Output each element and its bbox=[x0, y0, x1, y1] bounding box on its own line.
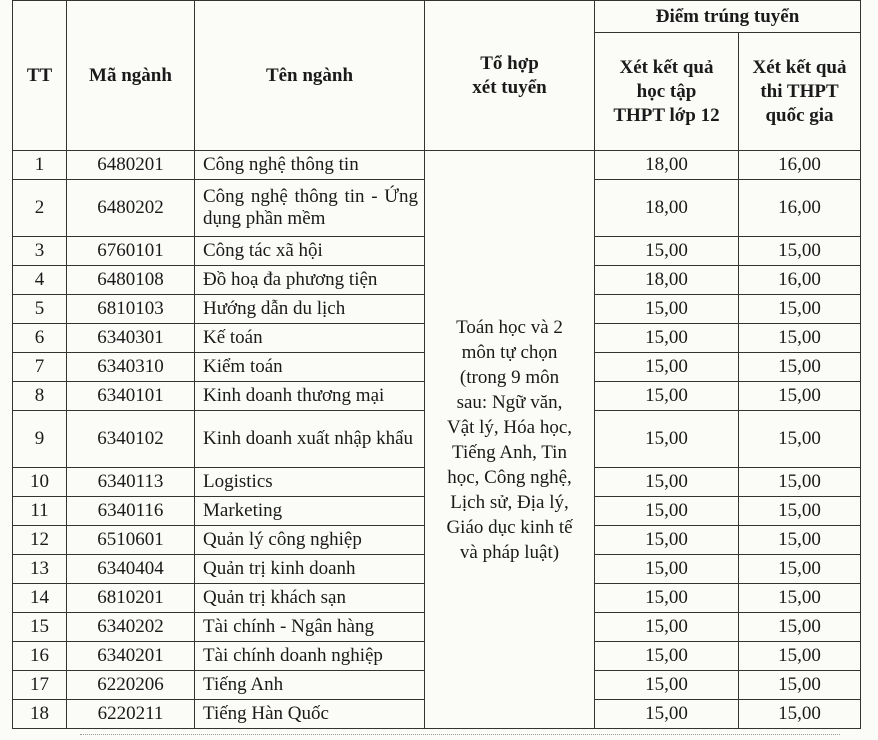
header-diem-trung-tuyen: Điểm trúng tuyển bbox=[595, 1, 861, 33]
row-score-hoc-tap: 15,00 bbox=[595, 411, 739, 468]
row-tt: 2 bbox=[13, 180, 67, 237]
cropped-text-line bbox=[80, 734, 840, 737]
header-to-hop-line-1: Tổ hợp bbox=[480, 52, 539, 74]
row-tt: 15 bbox=[13, 613, 67, 642]
row-code: 6340201 bbox=[67, 642, 195, 671]
row-code: 6480201 bbox=[67, 151, 195, 180]
row-code: 6340301 bbox=[67, 324, 195, 353]
row-tt: 7 bbox=[13, 353, 67, 382]
row-tt: 14 bbox=[13, 584, 67, 613]
row-score-thi: 15,00 bbox=[739, 295, 861, 324]
row-score-hoc-tap: 15,00 bbox=[595, 382, 739, 411]
row-score-hoc-tap: 15,00 bbox=[595, 468, 739, 497]
header-hoc-tap-line-2: học tập bbox=[636, 80, 697, 102]
row-code: 6810103 bbox=[67, 295, 195, 324]
row-name: Đồ hoạ đa phương tiện bbox=[195, 266, 425, 295]
row-code: 6340404 bbox=[67, 555, 195, 584]
row-name: Tài chính - Ngân hàng bbox=[195, 613, 425, 642]
row-tt: 18 bbox=[13, 700, 67, 729]
combination-line: Giáo dục kinh tế bbox=[446, 516, 573, 538]
row-score-thi: 15,00 bbox=[739, 411, 861, 468]
row-tt: 16 bbox=[13, 642, 67, 671]
row-name: Kiểm toán bbox=[195, 353, 425, 382]
row-score-hoc-tap: 15,00 bbox=[595, 526, 739, 555]
row-name: Hướng dẫn du lịch bbox=[195, 295, 425, 324]
row-code: 6810201 bbox=[67, 584, 195, 613]
header-hoc-tap bbox=[595, 33, 739, 151]
row-score-thi: 15,00 bbox=[739, 382, 861, 411]
row-score-hoc-tap: 15,00 bbox=[595, 671, 739, 700]
header-ma-nganh: Mã ngành bbox=[67, 1, 195, 151]
row-code: 6480202 bbox=[67, 180, 195, 237]
row-name: Quản lý công nghiệp bbox=[195, 526, 425, 555]
header-to-hop bbox=[425, 1, 595, 151]
header-thi-line-2: thi THPT bbox=[760, 80, 839, 102]
row-name: Quản trị khách sạn bbox=[195, 584, 425, 613]
row-name: Kinh doanh xuất nhập khẩu bbox=[195, 411, 425, 468]
row-code: 6480108 bbox=[67, 266, 195, 295]
row-score-hoc-tap: 15,00 bbox=[595, 642, 739, 671]
combination-line: học, Công nghệ, bbox=[447, 466, 572, 488]
row-tt: 11 bbox=[13, 497, 67, 526]
row-name: Logistics bbox=[195, 468, 425, 497]
row-code: 6340102 bbox=[67, 411, 195, 468]
row-score-thi: 15,00 bbox=[739, 700, 861, 729]
row-code: 6220211 bbox=[67, 700, 195, 729]
row-tt: 1 bbox=[13, 151, 67, 180]
row-name: Công tác xã hội bbox=[195, 237, 425, 266]
row-score-hoc-tap: 18,00 bbox=[595, 266, 739, 295]
row-score-thi: 15,00 bbox=[739, 497, 861, 526]
row-code: 6340310 bbox=[67, 353, 195, 382]
row-tt: 3 bbox=[13, 237, 67, 266]
row-tt: 13 bbox=[13, 555, 67, 584]
header-hoc-tap-line-3: THPT lớp 12 bbox=[613, 104, 720, 126]
row-score-thi: 15,00 bbox=[739, 584, 861, 613]
row-tt: 6 bbox=[13, 324, 67, 353]
row-code: 6340101 bbox=[67, 382, 195, 411]
row-score-thi: 15,00 bbox=[739, 353, 861, 382]
row-name: Quản trị kinh doanh bbox=[195, 555, 425, 584]
row-score-thi: 15,00 bbox=[739, 468, 861, 497]
row-tt: 9 bbox=[13, 411, 67, 468]
row-tt: 17 bbox=[13, 671, 67, 700]
row-code: 6340116 bbox=[67, 497, 195, 526]
row-code: 6340202 bbox=[67, 613, 195, 642]
combination-line: (trong 9 môn bbox=[459, 366, 560, 388]
row-score-thi: 16,00 bbox=[739, 266, 861, 295]
row-name: Tài chính doanh nghiệp bbox=[195, 642, 425, 671]
row-score-thi: 15,00 bbox=[739, 555, 861, 584]
row-score-hoc-tap: 15,00 bbox=[595, 700, 739, 729]
row-code: 6510601 bbox=[67, 526, 195, 555]
row-name: Công nghệ thông tin bbox=[195, 151, 425, 180]
combination-line: Toán học và 2 bbox=[456, 316, 563, 338]
row-code: 6760101 bbox=[67, 237, 195, 266]
row-score-hoc-tap: 15,00 bbox=[595, 353, 739, 382]
combination-line: Tiếng Anh, Tin bbox=[452, 441, 567, 463]
row-score-thi: 15,00 bbox=[739, 324, 861, 353]
header-thi-thpt bbox=[739, 33, 861, 151]
table-row bbox=[13, 151, 861, 180]
combination-line: Vật lý, Hóa học, bbox=[446, 416, 573, 438]
row-tt: 5 bbox=[13, 295, 67, 324]
row-code: 6220206 bbox=[67, 671, 195, 700]
row-score-hoc-tap: 15,00 bbox=[595, 324, 739, 353]
header-hoc-tap-line-1: Xét kết quả bbox=[619, 56, 714, 78]
row-score-thi: 15,00 bbox=[739, 526, 861, 555]
row-score-thi: 15,00 bbox=[739, 613, 861, 642]
row-score-thi: 16,00 bbox=[739, 180, 861, 237]
row-tt: 10 bbox=[13, 468, 67, 497]
combination-line: Lịch sử, Địa lý, bbox=[450, 491, 569, 513]
header-to-hop-line-2: xét tuyển bbox=[472, 76, 547, 98]
row-score-thi: 16,00 bbox=[739, 151, 861, 180]
combination-line: và pháp luật) bbox=[459, 541, 560, 563]
row-score-hoc-tap: 18,00 bbox=[595, 180, 739, 237]
combination-line: sau: Ngữ văn, bbox=[456, 391, 563, 413]
row-score-hoc-tap: 15,00 bbox=[595, 613, 739, 642]
row-score-hoc-tap: 18,00 bbox=[595, 151, 739, 180]
header-thi-line-1: Xét kết quả bbox=[752, 56, 847, 78]
row-score-hoc-tap: 15,00 bbox=[595, 237, 739, 266]
row-score-hoc-tap: 15,00 bbox=[595, 295, 739, 324]
row-name: Công nghệ thông tin - Ứng dụng phần mềm bbox=[195, 180, 425, 237]
header-thi-line-3: quốc gia bbox=[765, 104, 834, 126]
header-tt: TT bbox=[13, 1, 67, 151]
row-score-thi: 15,00 bbox=[739, 237, 861, 266]
row-score-hoc-tap: 15,00 bbox=[595, 497, 739, 526]
row-score-hoc-tap: 15,00 bbox=[595, 584, 739, 613]
row-score-thi: 15,00 bbox=[739, 671, 861, 700]
row-tt: 12 bbox=[13, 526, 67, 555]
row-name: Tiếng Anh bbox=[195, 671, 425, 700]
combination-line: môn tự chọn bbox=[461, 341, 558, 363]
row-tt: 4 bbox=[13, 266, 67, 295]
combination-cell bbox=[425, 151, 595, 729]
row-code: 6340113 bbox=[67, 468, 195, 497]
row-name: Kế toán bbox=[195, 324, 425, 353]
row-name: Marketing bbox=[195, 497, 425, 526]
row-name: Kinh doanh thương mại bbox=[195, 382, 425, 411]
row-score-thi: 15,00 bbox=[739, 642, 861, 671]
row-name: Tiếng Hàn Quốc bbox=[195, 700, 425, 729]
admission-score-table bbox=[12, 0, 861, 729]
row-tt: 8 bbox=[13, 382, 67, 411]
row-score-hoc-tap: 15,00 bbox=[595, 555, 739, 584]
header-ten-nganh: Tên ngành bbox=[195, 1, 425, 151]
